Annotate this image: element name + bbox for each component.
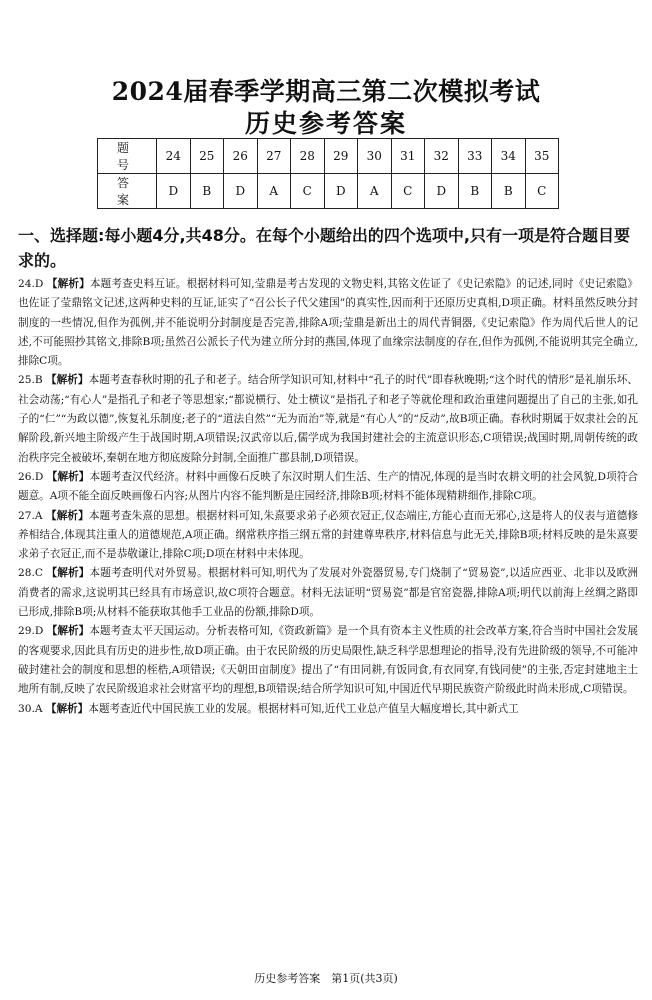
- explanation-text: 本题考查春秋时期的孔子和老子。结合所学知识可知,材料中“孔子的时代”即春秋晚期;“这个时代的情形”是礼崩乐坏、社会动荡;“有心人”是指孔子和老子等思想家;“都说横行、处士横议”是指孔子和老子等就伦理和政治重建问题提出了自己的主张,如孔子的“仁”“为政以德”,恢复礼乐制度;老子的“道法自然”“无为而治”等,就是“有心人”的“反动”,故B项正确。春秋时期属于奴隶社会的瓦解阶段,新兴地主阶级产生于战国时期,A项错误;汉武帝以后,儒学成为我国封建社会的主流意识形态,C项错误;战国时期,周朝传统的政治秩序完全被破坏,秦朝在地方彻底废除分封制,全面推广郡县制,D项错误。: [18, 374, 638, 464]
- answer-cell: D: [157, 174, 191, 209]
- analysis-tag: 【解析】: [46, 278, 90, 290]
- answer-cell: B: [190, 174, 224, 209]
- analysis-tag: 【解析】: [46, 567, 90, 580]
- question-explanation: [18, 564, 638, 622]
- page-title: 2024届春季学期高三第二次模拟考试: [111, 77, 541, 106]
- question-number-cell: 34: [492, 139, 526, 174]
- analysis-tag: 【解析】: [46, 625, 90, 638]
- question-number-cell: 33: [458, 139, 492, 174]
- question-answer-number: 28.C: [18, 567, 43, 580]
- explanation-text: 本题考查明代对外贸易。根据材料可知,明代为了发展对外瓷器贸易,专门烧制了“贸易瓷”,以适应西亚、北非以及欧洲消费者的需求,这说明其已经具有市场意识,故C项符合题意。材料无法证明“贸易瓷”都是官窑瓷器,排除A项;明代以前海上丝绸之路即已形成,排除B项;从材料不能获取其他手工业品的份额,排除D项。: [18, 567, 638, 619]
- question-number-cell: 25: [190, 139, 224, 174]
- analysis-tag: 【解析】: [46, 374, 89, 387]
- question-answer-number: 25.B: [18, 374, 43, 387]
- question-number-cell: 29: [324, 139, 358, 174]
- question-list: [18, 275, 638, 719]
- answer-cell: C: [291, 174, 325, 209]
- answer-cell: D: [224, 174, 258, 209]
- answer-cell: A: [358, 174, 392, 209]
- question-number-cell: 30: [358, 139, 392, 174]
- answer-cell: C: [525, 174, 559, 209]
- question-explanation: [18, 468, 638, 507]
- explanation-text: 本题考查史料互证。根据材料可知,莹鼎是考古发现的文物史料,其铭文佐证了《史记索隐》的记述,同时《史记索隐》也佐证了莹鼎铭文记述,这两种史料的互证,证实了“召公长子代父建国”的真实性,因而利于还原历史真相,D项正确。材料虽然反映分封制度的一些情况,但作为孤例,并不能说明分封制度是否完善,排除A项;莹鼎是新出土的周代青铜器,《史记索隐》作为周代后世人的记述,不可能照抄其铭文,排除B项;虽然召公派长子代为建立所分封的燕国,体现了血缘宗法制度的存在,但作为孤例,不能说明其完全确立,排除C项。: [18, 278, 638, 368]
- question-number-cell: 32: [425, 139, 459, 174]
- analysis-tag: 【解析】: [46, 470, 90, 483]
- question-number-cell: 27: [257, 139, 291, 174]
- question-explanation: [18, 622, 638, 699]
- question-number-cell: 26: [224, 139, 258, 174]
- answer-cell: D: [425, 174, 459, 209]
- answer-cell: A: [257, 174, 291, 209]
- question-answer-number: 26.D: [18, 470, 44, 483]
- explanation-text: 本题考查朱熹的思想。根据材料可知,朱熹要求弟子必须衣冠正,仪态端庄,方能心直而无邪心,这是将人的仪表与道德修养相结合,体现其注重人的道德规范,A项正确。纲常秩序指三纲五常的封建尊卑秩序,材料信息与此无关,排除B项;材料反映的是朱熹要求弟子衣冠正,而不是恭敬谦让,排除C项;D项在材料中未体现。: [18, 509, 639, 561]
- question-explanation: [18, 507, 638, 565]
- page-subtitle: 历史参考答案: [244, 109, 407, 138]
- question-number-cell: 31: [391, 139, 425, 174]
- row-label-number: 题 号: [98, 139, 157, 174]
- question-answer-number: 24.D: [18, 278, 44, 290]
- answer-table-number-row: [98, 139, 559, 174]
- page-footer: 历史参考答案 第1页(共3页): [254, 972, 398, 985]
- question-answer-number: 27.A: [18, 509, 43, 522]
- question-answer-number: 30.A: [18, 702, 43, 715]
- row-label-answer: 答 案: [98, 174, 157, 209]
- question-number-cell: 28: [291, 139, 325, 174]
- section-heading-text: 一、选择题:每小题4分,共48分。在每个小题给出的四个选项中,只有一项是符合题目要求的。: [18, 226, 630, 270]
- explanation-text: 本题考查近代中国民族工业的发展。根据材料可知,近代工业总产值呈大幅度增长,其中新式工: [88, 702, 519, 715]
- question-explanation: [18, 275, 638, 371]
- section-heading: [18, 223, 644, 273]
- answer-cell: B: [492, 174, 526, 209]
- question-answer-number: 29.D: [18, 625, 44, 638]
- explanation-text: 本题考查汉代经济。材料中画像石反映了东汉时期人们生活、生产的情况,体现的是当时农耕文明的社会风貌,D项符合题意。A项不能全面反映画像石内容;从图片内容不能判断是庄园经济,排除B项;材料不能体现精耕细作,排除C项。: [18, 470, 639, 503]
- answer-cell: C: [391, 174, 425, 209]
- analysis-tag: 【解析】: [45, 702, 89, 715]
- explanation-text: 本题考查太平天国运动。分析表格可知,《资政新篇》是一个具有资本主义性质的社会改革方案,符合当时中国社会发展的客观要求,因此具有历史的进步性,故D项正确。由于农民阶级的历史局限性,缺乏科学思想理论的指导,没有先进阶级的领导,不可能冲破封建社会的制度和思想的桎梏,A项错误;《天朝田亩制度》提出了“有田同耕,有饭同食,有衣同穿,有钱同使”的主张,否定封建地主土地所有制,反映了农民阶级追求社会财富平均的理想,B项错误;结合所学知识可知,中国近代早期民族资产阶级此时尚未形成,C项错误。: [18, 625, 639, 696]
- question-number-cell: 35: [525, 139, 559, 174]
- answer-cell: D: [324, 174, 358, 209]
- answer-table: [97, 138, 559, 209]
- question-explanation: [18, 371, 638, 467]
- question-explanation: [18, 700, 638, 719]
- answer-table-answer-row: [98, 174, 559, 209]
- question-number-cell: 24: [157, 139, 191, 174]
- answer-cell: B: [458, 174, 492, 209]
- analysis-tag: 【解析】: [45, 509, 89, 522]
